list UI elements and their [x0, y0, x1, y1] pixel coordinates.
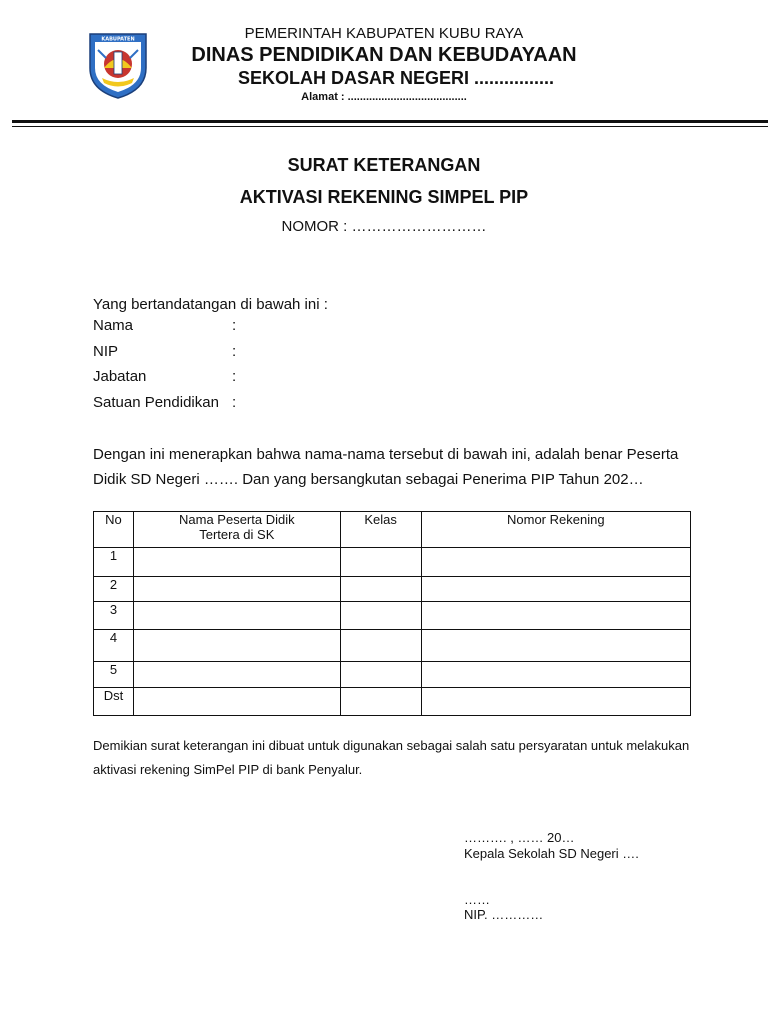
class-cell	[340, 602, 421, 630]
account-number-cell	[421, 602, 690, 630]
signature-position: Kepala Sekolah SD Negeri ….	[464, 846, 639, 861]
column-header-kelas: Kelas	[340, 512, 421, 548]
student-name-cell	[133, 602, 340, 630]
class-cell	[340, 688, 421, 716]
signature-place-date: ………. , …… 20…	[464, 830, 575, 845]
row-number: 3	[94, 602, 134, 630]
row-number: Dst	[94, 688, 134, 716]
table-row	[94, 602, 691, 630]
column-header-no: No	[94, 512, 134, 548]
header-divider-thin	[12, 126, 768, 127]
letter-title: SURAT KETERANGAN	[287, 155, 481, 175]
department-name: DINAS PENDIDIKAN DAN KEBUDAYAAN	[191, 44, 577, 66]
student-name-cell	[133, 662, 340, 688]
table-row	[94, 662, 691, 688]
student-name-cell	[133, 548, 340, 577]
account-number-cell	[421, 662, 690, 688]
account-number-cell	[421, 688, 690, 716]
account-number-cell	[421, 548, 690, 577]
header-divider-thick	[12, 120, 768, 123]
table-row	[94, 688, 691, 716]
table-row	[94, 630, 691, 662]
account-number-cell	[421, 577, 690, 602]
signature-name: ……	[464, 892, 490, 907]
class-cell	[340, 630, 421, 662]
logo-text: KABUPATEN	[101, 36, 135, 43]
student-table	[93, 511, 691, 716]
statement-paragraph: Dengan ini menerapkan bahwa nama-nama tersebut di bawah ini, adalah benar Peserta Didik SD Negeri ……. Dan yang bersangkutan sebagai Penerima PIP Tahun 202…	[93, 446, 679, 488]
intro-text: Yang bertandatangan di bawah ini :	[93, 296, 328, 313]
column-header-nomor-rekening: Nomor Rekening	[421, 512, 690, 548]
row-number: 4	[94, 630, 134, 662]
field-label-jabatan: Jabatan	[93, 368, 147, 385]
table-row	[94, 577, 691, 602]
student-name-cell	[133, 688, 340, 716]
row-number: 5	[94, 662, 134, 688]
government-name: PEMERINTAH KABUPATEN KUBU RAYA	[244, 25, 524, 42]
field-label-satuan-pendidikan: Satuan Pendidikan	[93, 394, 219, 411]
closing-paragraph: Demikian surat keterangan ini dibuat untuk digunakan sebagai salah satu persyaratan untuk melakukan aktivasi rekening SimPel PIP di bank Penyalur.	[93, 738, 690, 777]
row-number: 1	[94, 548, 134, 577]
signature-nip: NIP. …………	[464, 907, 544, 922]
school-name: SEKOLAH DASAR NEGERI ................	[237, 68, 555, 88]
field-colon: :	[232, 317, 237, 334]
account-number-cell	[421, 630, 690, 662]
student-name-cell	[133, 577, 340, 602]
table-row	[94, 548, 691, 577]
letter-subtitle: AKTIVASI REKENING SIMPEL PIP	[239, 187, 529, 207]
class-cell	[340, 662, 421, 688]
field-colon: :	[232, 343, 237, 360]
field-label-nama: Nama	[93, 317, 134, 334]
student-name-cell	[133, 630, 340, 662]
row-number: 2	[94, 577, 134, 602]
school-address: Alamat : .......................................	[301, 91, 467, 103]
column-header-nama: Nama Peserta Didik Tertera di SK	[133, 512, 340, 548]
class-cell	[340, 548, 421, 577]
field-label-nip: NIP	[93, 343, 119, 360]
letter-number: NOMOR : ………………………	[281, 218, 487, 235]
table-header-row	[94, 512, 691, 548]
field-colon: :	[232, 368, 237, 385]
class-cell	[340, 577, 421, 602]
field-colon: :	[232, 394, 237, 411]
